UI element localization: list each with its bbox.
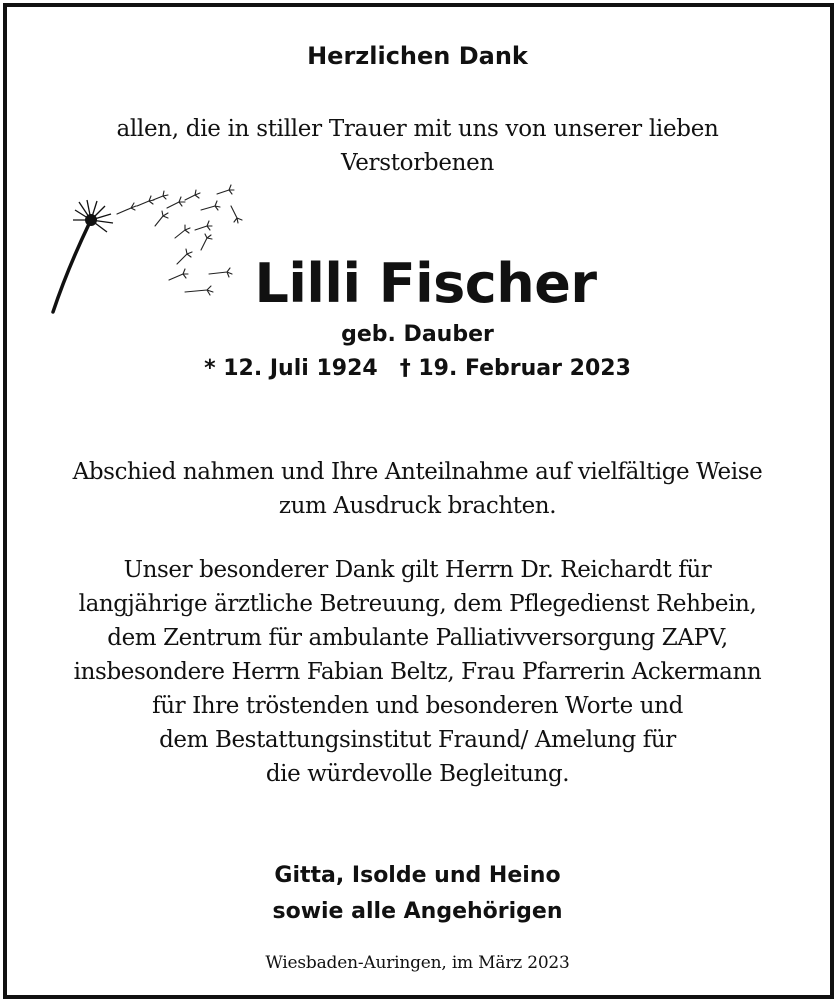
thanks-line: dem Zentrum für ambulante Palliativversorgung ZAPV, xyxy=(107,625,728,651)
signer-line: Gitta, Isolde und Heino xyxy=(274,863,561,888)
signer-line: sowie alle Angehörigen xyxy=(272,899,563,924)
thanks-line: dem Bestattungsinstitut Fraund/ Amelung für xyxy=(159,727,676,753)
intro-line: allen, die in stiller Trauer mit uns von unserer lieben xyxy=(116,116,719,142)
deceased-name: Lilli Fischer xyxy=(254,252,597,315)
farewell-line: zum Ausdruck brachten. xyxy=(278,493,557,519)
birth-date: * 12. Juli 1924 xyxy=(204,356,378,381)
life-dates xyxy=(0,356,835,381)
death-date: † 19. Februar 2023 xyxy=(399,356,631,381)
intro-text xyxy=(0,112,835,180)
thanks-line: für Ihre tröstenden und besonderen Worte und xyxy=(152,693,683,719)
thanks-line: langjährige ärztliche Betreuung, dem Pflegedienst Rehbein, xyxy=(78,591,757,617)
farewell-line: Abschied nahmen und Ihre Anteilnahme auf vielfältige Weise xyxy=(72,459,763,485)
place-date: Wiesbaden-Auringen, im März 2023 xyxy=(265,953,570,973)
thanks-line: insbesondere Herrn Fabian Beltz, Frau Pfarrerin Ackermann xyxy=(73,659,762,685)
notice-heading: Herzlichen Dank xyxy=(307,42,528,70)
thanks-line: die würdevolle Begleitung. xyxy=(265,761,570,787)
thanks-text xyxy=(0,553,835,791)
birth-name: geb. Dauber xyxy=(341,322,494,347)
thanks-line: Unser besonderer Dank gilt Herrn Dr. Reichardt für xyxy=(123,557,712,583)
signers xyxy=(0,858,835,930)
farewell-text xyxy=(0,455,835,523)
intro-line: Verstorbenen xyxy=(341,150,494,176)
